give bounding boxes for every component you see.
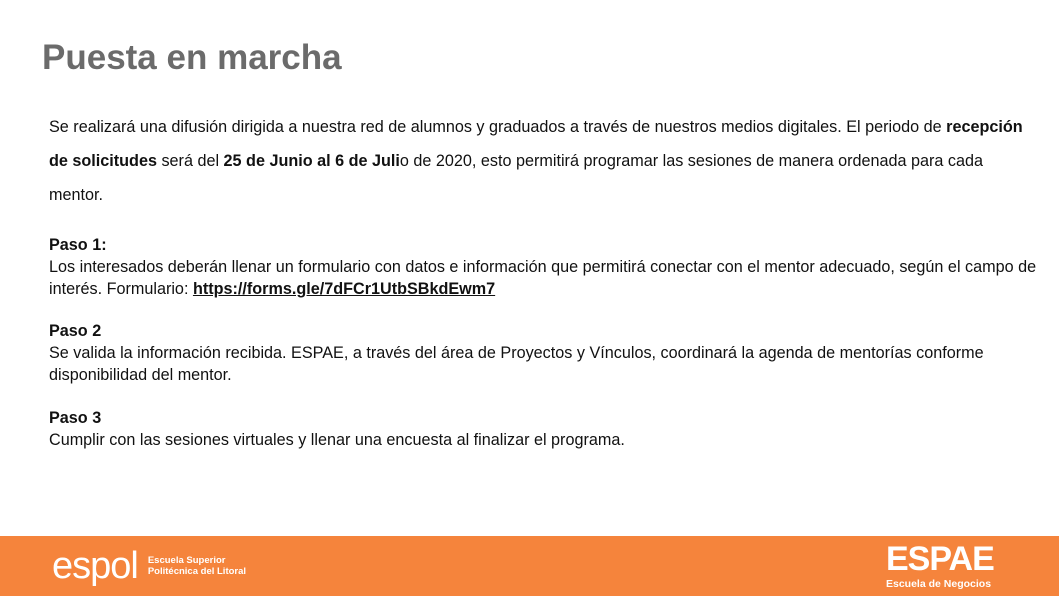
- espol-logo: [52, 545, 247, 587]
- intro-bold-reception: recepción de solicitudes: [49, 118, 1023, 170]
- espol-tagline-line-2: Politécnica del Litoral: [147, 566, 247, 577]
- form-link[interactable]: https://forms.gle/7dFCr1UtbSBkdEwm7: [192, 280, 496, 298]
- espae-logo: [886, 542, 1006, 591]
- espae-wordmark: ESPAE: [886, 540, 994, 578]
- intro-bold-dates: 25 de Junio al 6 de Juli: [223, 152, 400, 170]
- step-2-heading: Paso 2: [49, 322, 102, 340]
- espol-tagline: [148, 555, 246, 577]
- step-3: [49, 407, 1039, 451]
- intro-text-3: o de 2020, esto permitirá programar las sesiones de manera ordenada para cada mentor.: [49, 152, 983, 204]
- step-2-text: Se valida la información recibida. ESPAE, a través del área de Proyectos y Vínculos, coordinará la agenda de mentorías conforme disponibilidad del mentor.: [49, 344, 984, 384]
- espol-tagline-line-1: Escuela Superior: [147, 555, 226, 566]
- step-1: [49, 234, 1039, 300]
- espae-subtitle: Escuela de Negocios: [886, 578, 992, 590]
- espol-wordmark: espol: [52, 545, 138, 587]
- step-2: [49, 320, 1039, 386]
- step-1-body: [49, 256, 1039, 300]
- step-3-text: Cumplir con las sesiones virtuales y llenar una encuesta al finalizar el programa.: [49, 431, 625, 449]
- step-3-heading: Paso 3: [49, 409, 102, 427]
- intro-text-1: Se realizará una difusión dirigida a nuestra red de alumnos y graduados a través de nuestros medios digitales. El periodo de: [49, 118, 947, 136]
- intro-text-2: será del: [156, 152, 224, 170]
- step-1-text: Los interesados deberán llenar un formulario con datos e información que permitirá conectar con el mentor adecuado, según el campo de interés. Formulario:: [49, 258, 1037, 298]
- footer-bar: [0, 536, 1059, 596]
- page-title: Puesta en marcha: [42, 38, 342, 77]
- step-1-heading: Paso 1:: [49, 236, 107, 254]
- intro-paragraph: [49, 110, 1039, 212]
